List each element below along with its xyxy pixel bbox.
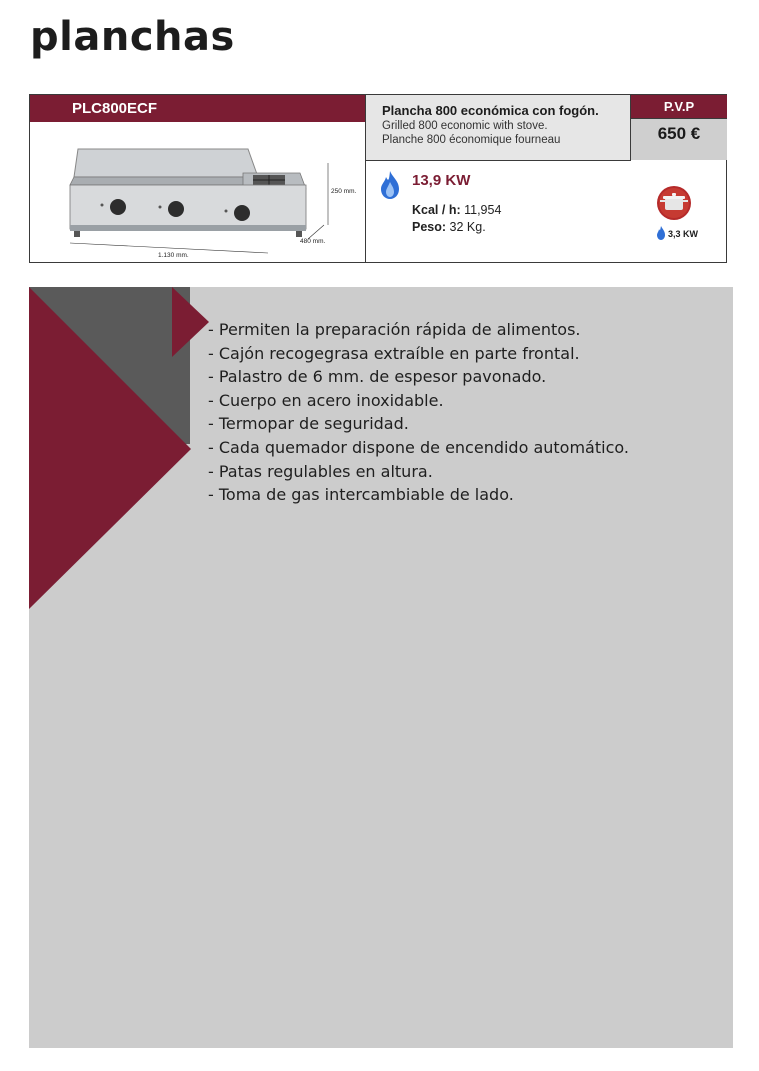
product-code: PLC800ECF	[30, 95, 366, 122]
features-list	[208, 318, 629, 507]
feature-item: - Permiten la preparación rápida de alimentos.	[208, 320, 581, 339]
kcal-row	[412, 203, 501, 217]
cooking-pot-icon	[656, 183, 692, 223]
price-box	[630, 95, 727, 161]
feature-item: - Toma de gas intercambiable de lado.	[208, 485, 514, 505]
burner-power: 3,3 KW	[668, 229, 699, 239]
feature-item: - Patas regulables en altura.	[208, 461, 433, 481]
dimension-width: 1.130 mm.	[158, 252, 189, 257]
feature-item: - Cajón recogegrasa extraíble en parte frontal.	[208, 343, 580, 363]
feature-item: - Termopar de seguridad.	[208, 414, 409, 434]
peso-value: 32 Kg.	[449, 220, 486, 234]
kcal-label: Kcal / h:	[412, 203, 461, 217]
page-title: planchas	[30, 14, 235, 60]
product-name-box	[366, 95, 630, 161]
kcal-value: 11,954	[464, 203, 502, 217]
feature-item: - Cuerpo en acero inoxidable.	[208, 390, 444, 410]
product-name-es: Plancha 800 económica con fogón.	[382, 103, 599, 118]
price-value: 650 €	[631, 118, 727, 160]
burner-flame-icon	[656, 226, 666, 240]
flame-icon	[379, 170, 401, 200]
dimension-height: 250 mm.	[331, 188, 357, 195]
dimension-depth: 480 mm.	[300, 238, 326, 245]
power-value: 13,9 KW	[412, 172, 471, 189]
feature-item: - Palastro de 6 mm. de espesor pavonado.	[208, 367, 547, 387]
decorative-arrow	[29, 287, 219, 617]
product-name-fr: Planche 800 économique fourneau	[382, 134, 561, 146]
feature-item: - Cada quemador dispone de encendido automático.	[208, 437, 629, 457]
peso-label: Peso:	[412, 220, 447, 234]
peso-row	[412, 220, 486, 234]
product-image	[38, 129, 362, 257]
product-card	[29, 94, 727, 263]
product-name-en: Grilled 800 economic with stove.	[382, 120, 548, 132]
pvp-label: P.V.P	[631, 95, 727, 118]
